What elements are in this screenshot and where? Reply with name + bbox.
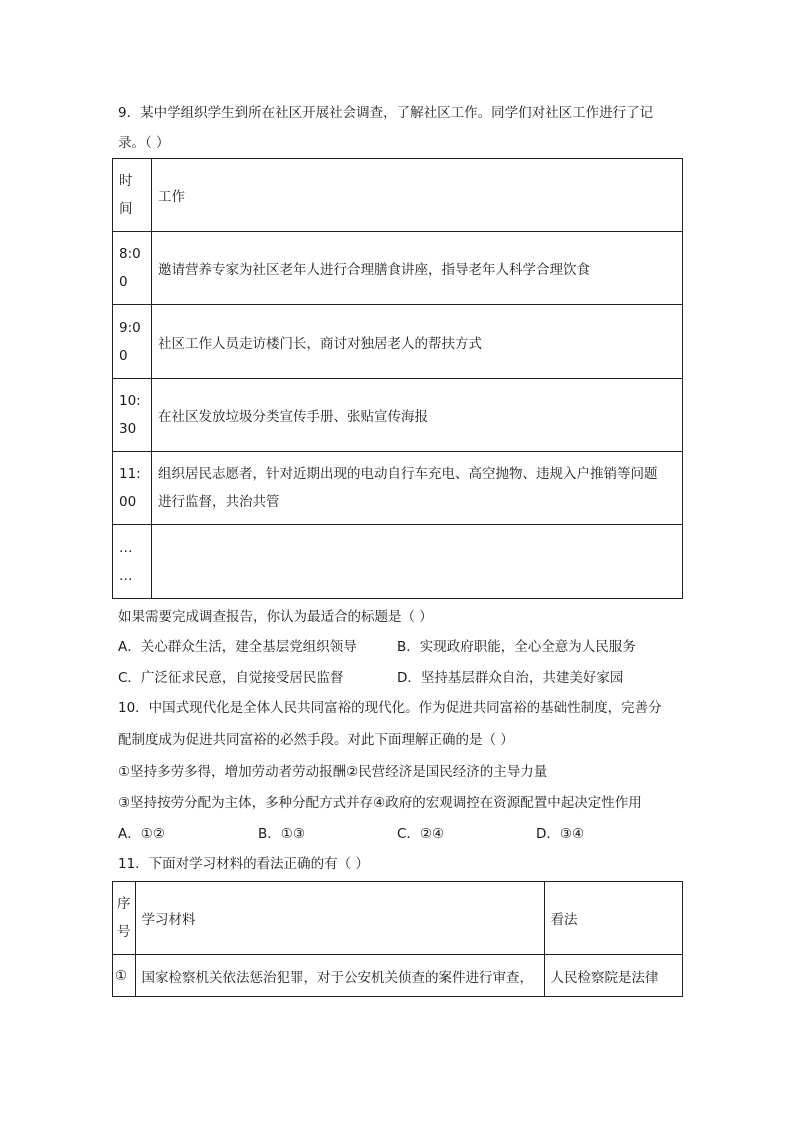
time-cell [113,305,152,379]
time-cell [113,525,152,599]
view-cell: 人民检察院是法律 [544,955,683,997]
q10-option-c: C．②④ [397,826,445,842]
table-row [113,452,683,525]
no-header-line1: 序 [117,896,131,912]
time-line2: 30 [119,421,137,437]
time-line1: 10: [119,393,141,409]
table-row [113,525,683,599]
no-header-line2: 号 [117,924,131,940]
q10-option-d: D．③④ [536,826,585,842]
time-line1: … [119,539,133,556]
material-cell: 国家检察机关依法惩治犯罪，对于公安机关侦查的案件进行审查， [135,955,544,997]
time-header-line2: 间 [119,201,133,217]
table-row [113,305,683,379]
work-cell: 社区工作人员走访楼门长，商讨对独居老人的帮扶方式 [152,305,683,379]
time-line1: 8:0 [119,246,141,262]
time-cell [113,379,152,452]
table-header-row [113,882,683,955]
q9-option-b: B．实现政府职能，全心全意为人民服务 [397,639,636,655]
table-header-row [113,159,683,232]
q9-question: 如果需要完成调查报告，你认为最适合的标题是（ ） [118,609,433,625]
no-header-cell [113,882,136,955]
work-cell: 邀请营养专家为社区老年人进行合理膳食讲座，指导老年人科学合理饮食 [152,232,683,305]
q9-option-d: D．坚持基层群众自治，共建美好家园 [397,670,624,686]
time-line2: 0 [119,347,128,364]
work-cell: 在社区发放垃圾分类宣传手册、张贴宣传海报 [152,379,683,452]
work-header-cell: 工作 [152,159,683,232]
q11-stem: 11．下面对学习材料的看法正确的有（ ） [118,856,369,872]
q10-option-a: A．①② [118,826,165,842]
time-cell [113,452,152,525]
time-header-cell [113,159,152,232]
table-row [113,955,683,997]
table-row [113,379,683,452]
view-header-cell: 看法 [544,882,683,955]
q10-stem-line1: 10．中国式现代化是全体人民共同富裕的现代化。作为促进共同富裕的基础性制度，完善分 [118,700,662,716]
work-cell [152,452,683,525]
table-row [113,232,683,305]
time-line1: 11: [119,466,141,482]
q9-stem-line2: 录。（ ） [118,135,170,151]
q9-stem-line1: 9．某中学组织学生到所在社区开展社会调查，了解社区工作。同学们对社区工作进行了记 [118,105,654,121]
time-cell [113,232,152,305]
work-line1: 组织居民志愿者，针对近期出现的电动自行车充电、高空抛物、违规入户推销等问题 [158,466,658,482]
q10-statements-line2: ③坚持按劳分配为主体，多种分配方式并存④政府的宏观调控在资源配置中起决定性作用 [118,795,642,811]
time-line1: 9:0 [119,319,141,336]
time-line2: 00 [119,494,137,510]
material-header-cell: 学习材料 [135,882,544,955]
time-line2: … [119,567,133,584]
q11-material-table [112,881,683,997]
q10-option-b: B．①③ [258,826,305,842]
time-line2: 0 [119,274,128,290]
q9-option-c: C．广泛征求民意，自觉接受居民监督 [118,670,344,686]
q9-option-a: A．关心群众生活，建全基层党组织领导 [118,639,357,655]
q9-survey-table [112,158,683,599]
no-cell: ① [113,955,136,997]
work-cell [152,525,683,599]
q10-stem-line2: 配制度成为促进共同富裕的必然手段。对此下面理解正确的是（ ） [118,732,514,748]
q10-statements-line1: ①坚持多劳多得，增加劳动者劳动报酬②民营经济是国民经济的主导力量 [118,764,548,780]
work-line2: 进行监督，共治共管 [158,494,280,510]
time-header-line1: 时 [119,173,133,189]
